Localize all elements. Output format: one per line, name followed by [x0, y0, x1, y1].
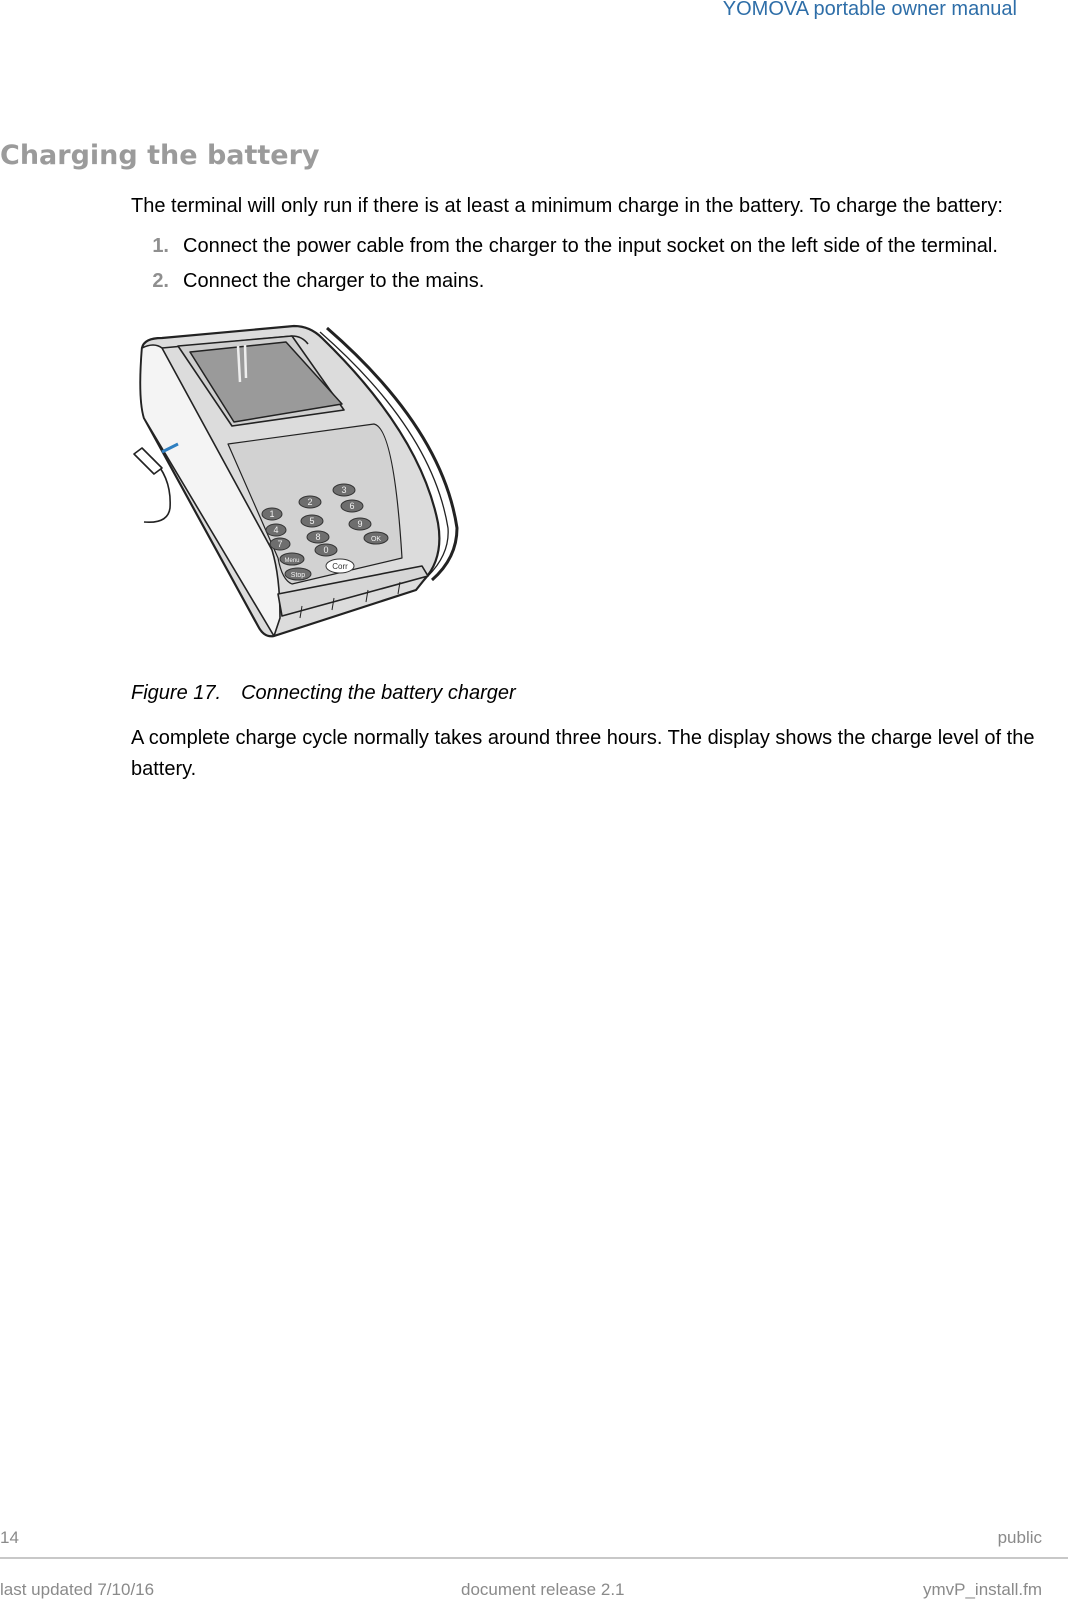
key-label: 1	[269, 509, 275, 519]
key-label: 5	[309, 516, 315, 526]
key-label: Corr	[332, 562, 348, 571]
step-item	[131, 270, 998, 305]
charger-plug	[134, 448, 162, 474]
key-label: 0	[323, 545, 329, 555]
step-text: Connect the charger to the mains.	[183, 270, 485, 292]
step-number: 2.	[152, 270, 169, 292]
closing-paragraph: A complete charge cycle normally takes around three hours. The display shows the charge level of the battery.	[131, 727, 1035, 780]
key-label: 8	[315, 532, 321, 542]
figure-title: Connecting the battery charger	[241, 682, 516, 704]
key-label: 2	[307, 497, 313, 507]
classification-label: public	[997, 1528, 1042, 1547]
section-title: Charging the battery	[0, 140, 320, 171]
key-label: 9	[357, 519, 363, 529]
step-number: 1.	[152, 235, 169, 257]
running-header: YOMOVA portable owner manual	[722, 0, 1017, 20]
key-label: Stop	[290, 572, 306, 579]
key-label: Menu	[284, 558, 300, 564]
figure-caption	[131, 682, 516, 705]
key-label: 4	[273, 525, 279, 535]
key-label: 7	[277, 539, 283, 549]
document-release: document release 2.1	[461, 1580, 625, 1599]
key-label: OK	[370, 536, 382, 543]
footer-divider	[0, 1557, 1068, 1559]
page-number: 14	[0, 1528, 19, 1547]
step-item	[131, 235, 998, 270]
terminal-charger-illustration	[132, 318, 472, 658]
key-label: 6	[349, 501, 355, 511]
intro-paragraph: The terminal will only run if there is at least a minimum charge in the battery. To charge the battery:	[131, 195, 1003, 217]
source-filename: ymvP_install.fm	[922, 1580, 1042, 1599]
step-list	[131, 235, 998, 305]
key-label: 3	[341, 485, 347, 495]
step-text: Connect the power cable from the charger to the input socket on the left side of the terminal.	[183, 235, 998, 257]
last-updated: last updated 7/10/16	[0, 1580, 155, 1599]
figure-number: Figure 17.	[131, 682, 222, 704]
